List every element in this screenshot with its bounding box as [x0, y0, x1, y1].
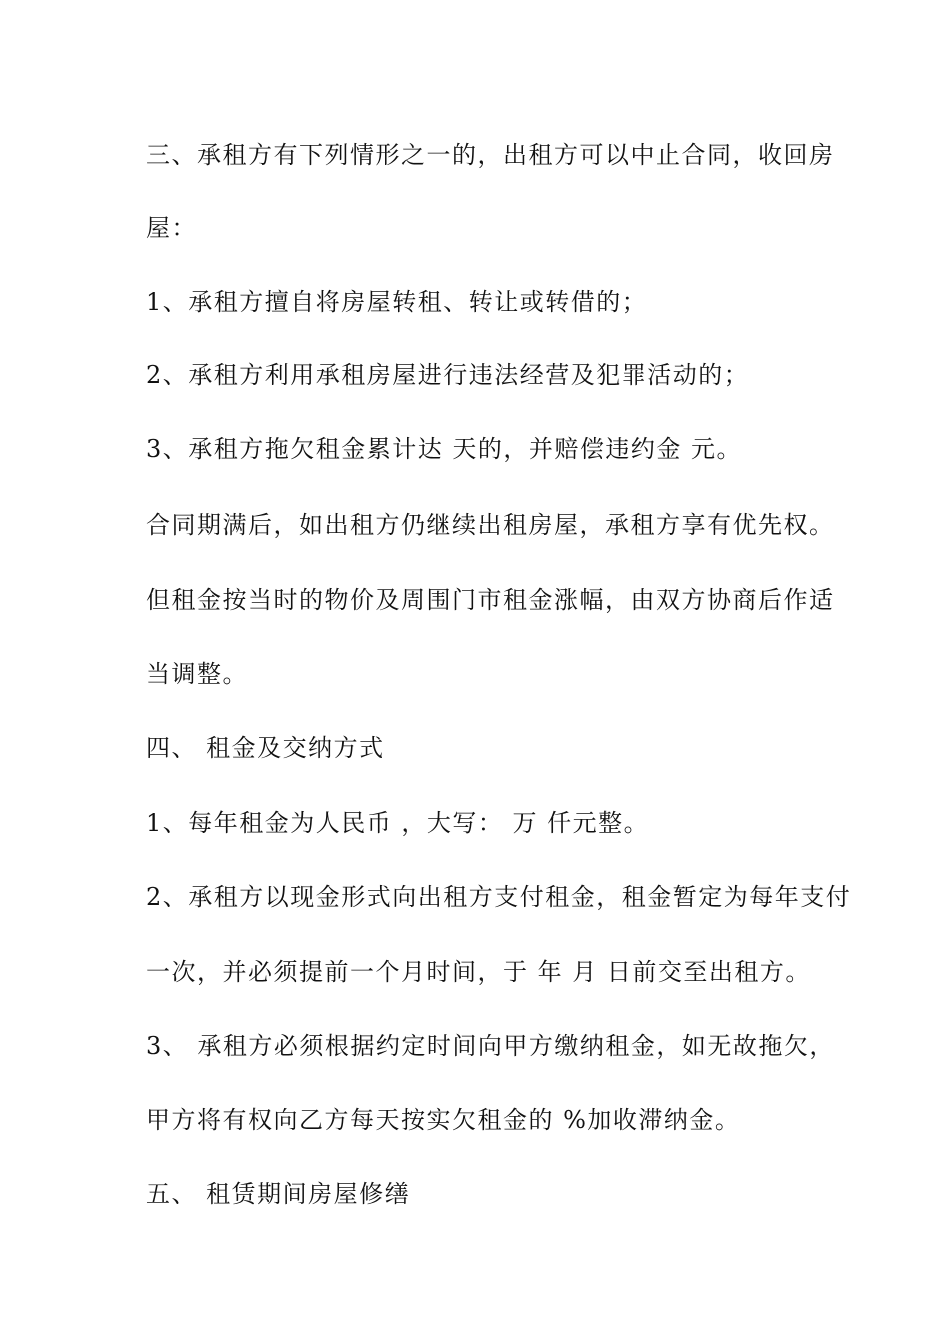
- renewal-paragraph-line-1: 合同期满后，如出租方仍继续出租房屋，承租方享有优先权。: [146, 511, 835, 539]
- renewal-paragraph-line-3: 当调整。: [146, 660, 248, 688]
- clause-three-item-3: 3、承租方拖欠租金累计达 天的，并赔偿违约金 元。: [146, 435, 743, 463]
- clause-four-item-2-line-2: 一次，并必须提前一个月时间，于 年 月 日前交至出租方。: [146, 958, 811, 986]
- clause-five-heading: 五、 租赁期间房屋修缮: [146, 1180, 411, 1208]
- clause-four-item-1: 1、每年租金为人民币 ，大写： 万 仟元整。: [146, 809, 650, 837]
- renewal-paragraph-line-2: 但租金按当时的物价及周围门市租金涨幅，由双方协商后作适: [146, 586, 835, 614]
- clause-four-item-3-line-1: 3、 承租方必须根据约定时间向甲方缴纳租金，如无故拖欠，: [146, 1032, 835, 1060]
- clause-three-item-2: 2、承租方利用承租房屋进行违法经营及犯罪活动的；: [146, 361, 750, 389]
- clause-three-heading-line-1: 三、承租方有下列情形之一的，出租方可以中止合同，收回房: [146, 141, 835, 169]
- clause-three-heading-line-2: 屋：: [146, 214, 197, 242]
- clause-four-item-2-line-1: 2、承租方以现金形式向出租方支付租金，租金暂定为每年支付: [146, 883, 852, 911]
- clause-four-item-3-line-2: 甲方将有权向乙方每天按实欠租金的 %加收滞纳金。: [146, 1106, 741, 1134]
- clause-four-heading: 四、 租金及交纳方式: [146, 734, 385, 762]
- clause-three-item-1: 1、承租方擅自将房屋转租、转让或转借的；: [146, 288, 648, 316]
